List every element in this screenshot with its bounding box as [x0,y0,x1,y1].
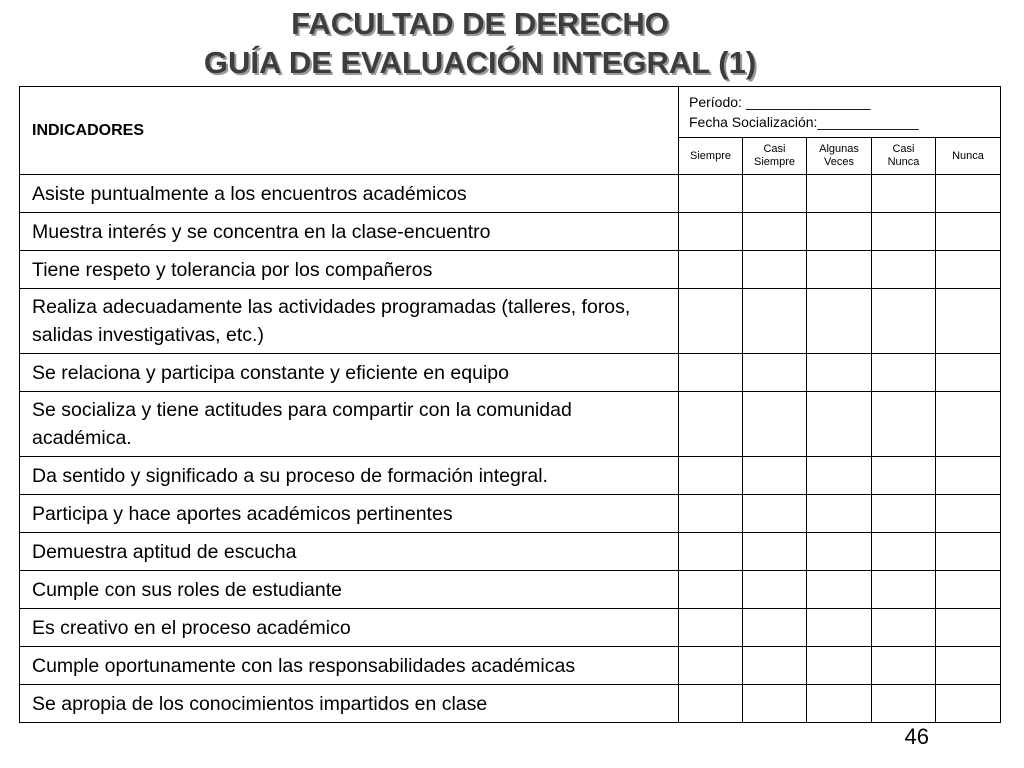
rating-cell-algunas-veces[interactable] [807,289,872,354]
rating-cell-nunca[interactable] [936,457,1001,495]
indicator-row [20,392,1001,457]
rating-cell-casi-nunca[interactable] [872,251,936,289]
title-line-1: FACULTAD DE DERECHO [291,6,669,41]
socialization-date-label: Fecha Socialización:_____________ [689,114,919,130]
indicator-row [20,213,1001,251]
indicator-text: Participa y hace aportes académicos pertinentes [20,495,679,533]
rating-cell-siempre[interactable] [679,251,743,289]
freq-header-text: Siempre [754,156,795,168]
rating-cell-nunca[interactable] [936,213,1001,251]
rating-cell-casi-nunca[interactable] [872,457,936,495]
freq-header-casi-nunca [872,138,936,175]
indicator-row [20,175,1001,213]
rating-cell-algunas-veces[interactable] [807,571,872,609]
freq-header-algunas-veces [807,138,872,175]
indicator-text: Se relaciona y participa constante y eficiente en equipo [20,354,679,392]
freq-header-text: Veces [824,156,854,168]
rating-cell-nunca[interactable] [936,392,1001,457]
indicator-row [20,609,1001,647]
rating-cell-siempre[interactable] [679,685,743,723]
rating-cell-nunca[interactable] [936,289,1001,354]
rating-cell-casi-nunca[interactable] [872,354,936,392]
rating-cell-siempre[interactable] [679,213,743,251]
rating-cell-casi-nunca[interactable] [872,289,936,354]
freq-header-text: Nunca [887,156,920,168]
rating-cell-casi-siempre[interactable] [743,457,807,495]
rating-cell-siempre[interactable] [679,495,743,533]
rating-cell-casi-siempre[interactable] [743,647,807,685]
rating-cell-siempre[interactable] [679,533,743,571]
rating-cell-siempre[interactable] [679,392,743,457]
rating-cell-nunca[interactable] [936,175,1001,213]
freq-header-casi-siempre [743,138,807,175]
indicator-text: Cumple oportunamente con las responsabilidades académicas [20,647,679,685]
indicator-text: Es creativo en el proceso académico [20,609,679,647]
rating-cell-casi-siempre[interactable] [743,289,807,354]
rating-cell-casi-siempre[interactable] [743,213,807,251]
rating-cell-algunas-veces[interactable] [807,457,872,495]
rating-cell-casi-nunca[interactable] [872,495,936,533]
rating-cell-siempre[interactable] [679,571,743,609]
rating-cell-nunca[interactable] [936,609,1001,647]
rating-cell-algunas-veces[interactable] [807,609,872,647]
page-number: 46 [904,724,929,749]
rating-cell-casi-nunca[interactable] [872,609,936,647]
rating-cell-casi-siempre[interactable] [743,609,807,647]
rating-cell-casi-siempre[interactable] [743,251,807,289]
rating-cell-casi-nunca[interactable] [872,647,936,685]
rating-cell-casi-nunca[interactable] [872,392,936,457]
indicator-text: Da sentido y significado a su proceso de formación integral. [20,457,679,495]
rating-cell-algunas-veces[interactable] [807,495,872,533]
rating-cell-casi-siempre[interactable] [743,685,807,723]
rating-cell-casi-siempre[interactable] [743,175,807,213]
period-cell [679,87,1001,138]
indicator-text: Muestra interés y se concentra en la clase-encuentro [20,213,679,251]
rating-cell-algunas-veces[interactable] [807,533,872,571]
indicator-text: Se apropia de los conocimientos impartidos en clase [20,685,679,723]
period-label: Período: ________________ [689,94,871,110]
rating-cell-nunca[interactable] [936,685,1001,723]
rating-cell-siempre[interactable] [679,647,743,685]
evaluation-table [19,86,1001,723]
indicator-row [20,685,1001,723]
indicator-row [20,571,1001,609]
indicator-text: Asiste puntualmente a los encuentros académicos [20,175,679,213]
rating-cell-nunca[interactable] [936,533,1001,571]
rating-cell-algunas-veces[interactable] [807,685,872,723]
rating-cell-algunas-veces[interactable] [807,354,872,392]
rating-cell-casi-nunca[interactable] [872,213,936,251]
rating-cell-casi-siempre[interactable] [743,495,807,533]
freq-header-nunca [936,138,1001,175]
freq-header-text: Casi [763,143,786,155]
indicator-text: Cumple con sus roles de estudiante [20,571,679,609]
indicator-row [20,495,1001,533]
freq-header-text: Casi [892,143,915,155]
title-line-2: GUÍA DE EVALUACIÓN INTEGRAL (1) [203,45,757,80]
freq-header-text: Nunca [952,149,984,162]
rating-cell-casi-siempre[interactable] [743,354,807,392]
rating-cell-nunca[interactable] [936,251,1001,289]
rating-cell-casi-siempre[interactable] [743,533,807,571]
indicator-row [20,457,1001,495]
indicator-text: Realiza adecuadamente las actividades programadas (talleres, foros, salidas investigativas, etc.) [20,289,679,354]
rating-cell-siempre[interactable] [679,289,743,354]
indicator-row [20,647,1001,685]
rating-cell-siempre[interactable] [679,354,743,392]
freq-header-siempre [679,138,743,175]
rating-cell-siempre[interactable] [679,457,743,495]
indicator-row [20,289,1001,354]
rating-cell-nunca[interactable] [936,354,1001,392]
indicator-text: Tiene respeto y tolerancia por los compañeros [20,251,679,289]
rating-cell-algunas-veces[interactable] [807,392,872,457]
rating-cell-casi-nunca[interactable] [872,175,936,213]
indicator-text: Se socializa y tiene actitudes para compartir con la comunidad académica. [20,392,679,457]
rating-cell-algunas-veces[interactable] [807,175,872,213]
rating-cell-algunas-veces[interactable] [807,251,872,289]
rating-cell-casi-siempre[interactable] [743,571,807,609]
rating-cell-nunca[interactable] [936,571,1001,609]
indicator-row [20,251,1001,289]
indicator-row [20,533,1001,571]
rating-cell-casi-nunca[interactable] [872,533,936,571]
rating-cell-siempre[interactable] [679,609,743,647]
rating-cell-casi-nunca[interactable] [872,685,936,723]
indicators-header: INDICADORES [20,87,679,175]
rating-cell-siempre[interactable] [679,175,743,213]
rating-cell-nunca[interactable] [936,647,1001,685]
freq-header-text: Siempre [690,149,731,162]
rating-cell-algunas-veces[interactable] [807,647,872,685]
rating-cell-casi-siempre[interactable] [743,392,807,457]
freq-header-text: Algunas [819,143,859,155]
rating-cell-algunas-veces[interactable] [807,213,872,251]
rating-cell-nunca[interactable] [936,495,1001,533]
indicator-text: Demuestra aptitud de escucha [20,533,679,571]
rating-cell-casi-nunca[interactable] [872,571,936,609]
indicator-row [20,354,1001,392]
